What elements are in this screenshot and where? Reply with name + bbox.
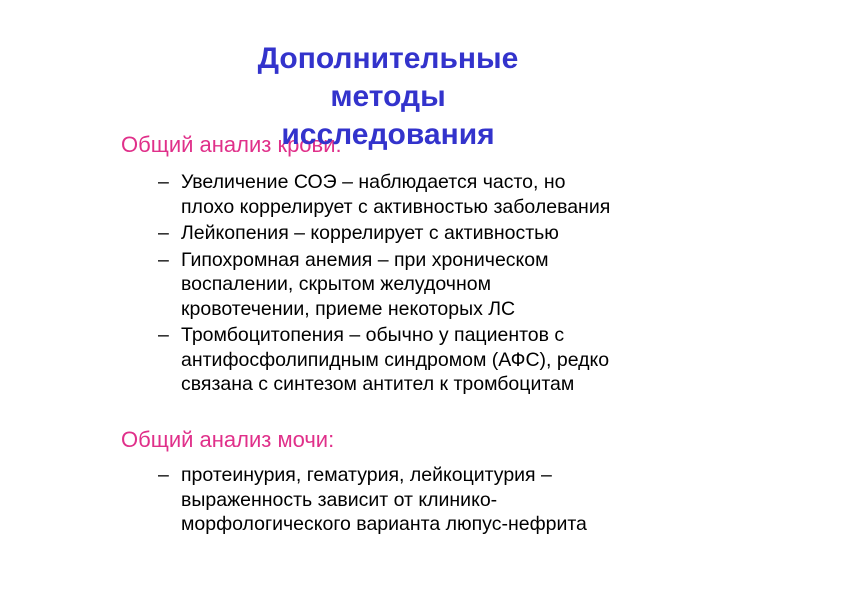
bullet-dash: –	[158, 171, 169, 193]
list-item	[158, 463, 587, 537]
slide-title	[170, 40, 606, 154]
list-item	[158, 248, 610, 322]
title-line: Дополнительные	[257, 42, 519, 75]
bullet-dash: –	[158, 464, 169, 486]
bullet-dash: –	[158, 248, 169, 271]
list-item	[158, 323, 610, 397]
item-line: протеинурия, гематурия, лейкоцитурия –	[181, 464, 552, 486]
item-line: Лейкопения – коррелирует с активностью	[181, 222, 559, 244]
item-line: Гипохромная анемия – при хроническом	[181, 248, 549, 271]
item-line: морфологического варианта люпус-нефрита	[181, 513, 587, 535]
item-line: Увеличение СОЭ – наблюдается часто, но	[181, 171, 566, 193]
blood-findings-list	[158, 170, 610, 399]
section-heading-urine: Общий анализ мочи:	[121, 427, 335, 452]
bullet-dash: –	[158, 324, 169, 346]
item-line: антифосфолипидным синдромом (АФС), редко	[181, 348, 610, 371]
item-line: кровотечении, приеме некоторых ЛС	[181, 297, 516, 320]
title-line: методы	[330, 80, 446, 113]
urine-findings-list	[158, 463, 587, 539]
list-item	[158, 170, 610, 219]
title-line: исследования	[281, 118, 495, 151]
bullet-dash: –	[158, 222, 169, 244]
list-item	[158, 221, 610, 246]
item-line: выраженность зависит от клинико-	[181, 488, 498, 511]
item-line: воспалении, скрытом желудочном	[181, 273, 491, 295]
item-line: плохо коррелирует с активностью заболевания	[181, 195, 611, 218]
section-heading-blood: Общий анализ крови:	[121, 132, 342, 157]
item-line: Тромбоцитопения – обычно у пациентов с	[181, 324, 565, 346]
item-line: связана с синтезом антител к тромбоцитам	[181, 373, 575, 395]
